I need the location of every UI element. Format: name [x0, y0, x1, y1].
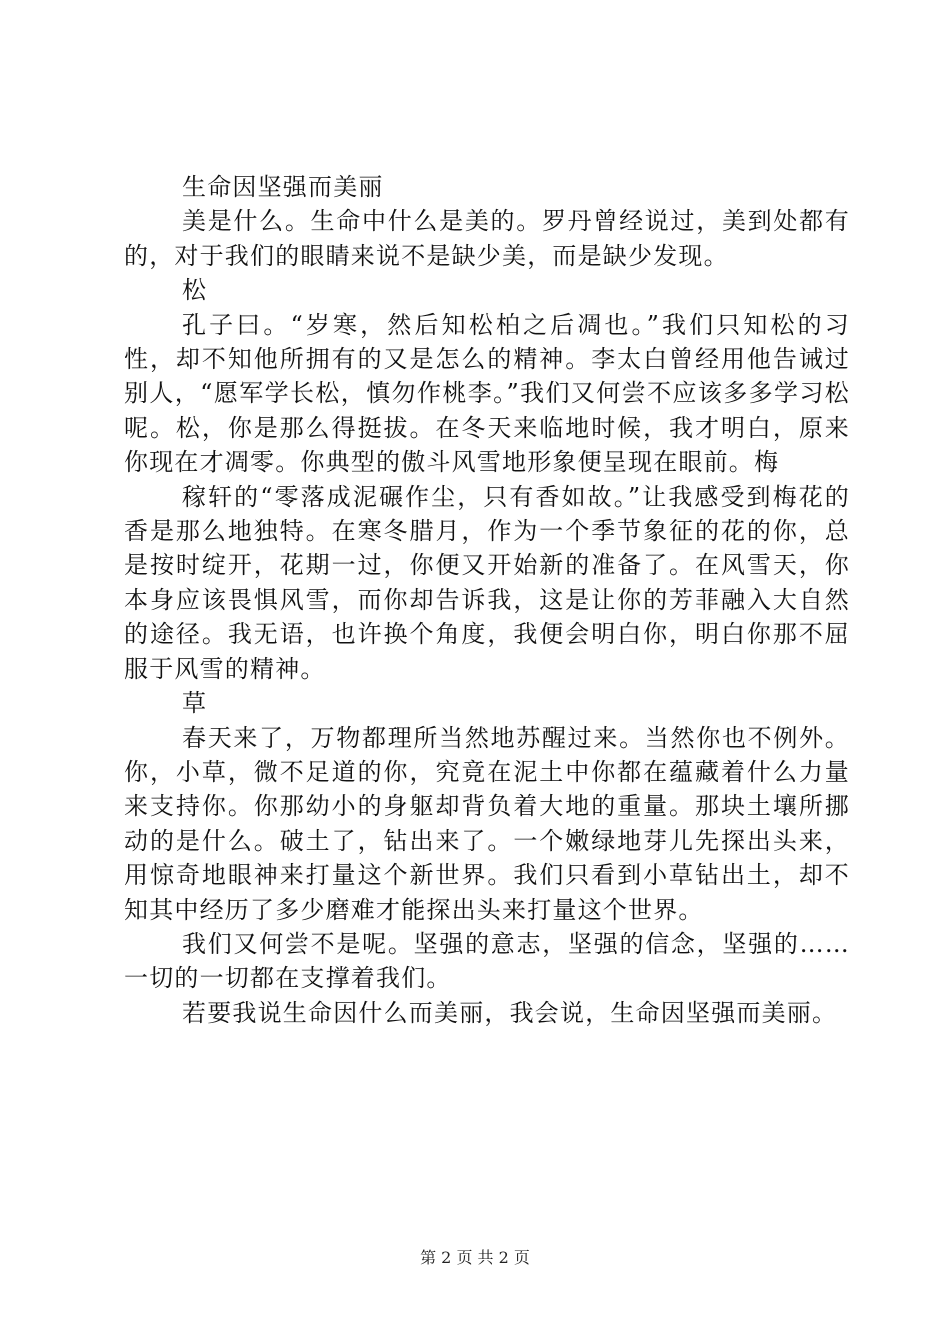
paragraph-pine: 孔子曰。“岁寒，然后知松柏之后凋也。”我们只知松的习性，却不知他所拥有的又是怎么的精神。李太白曾经用他告诫过别人，“愿军学长松，慎勿作桃李。”我们又何尝不应该多多学习松呢。松，你是那么得挺拔。在冬天来临地时候，我才明白，原来你现在才凋零。你典型的傲斗风雪地形象便呈现在眼前。梅 — [124, 310, 850, 477]
section-heading-grass: 草 — [182, 689, 208, 718]
page-number-footer: 第 2 页 共 2 页 — [420, 1248, 530, 1267]
paragraph-grass: 春天来了，万物都理所当然地苏醒过来。当然你也不例外。你，小草，微不足道的你，究竟在泥土中你都在蕴藏着什么力量来支持你。你那幼小的身躯却背负着大地的重量。那块土壤所挪动的是什么。破土了，钻出来了。一个嫩绿地芽儿先探出头来，用惊奇地眼神来打量这个新世界。我们只看到小草钻出土，却不知其中经历了多少磨难才能探出头来打量这个世界。 — [124, 723, 850, 924]
essay-title: 生命因坚强而美丽 — [182, 173, 384, 201]
paragraph-conclusion: 若要我说生命因什么而美丽，我会说，生命因坚强而美丽。 — [182, 998, 838, 1027]
paragraph-plum: 稼轩的“零落成泥碾作尘，只有香如故。”让我感受到梅花的香是那么地独特。在寒冬腊月，作为一个季节象征的花的你，总是按时绽开，花期一过，你便又开始新的准备了。在风雪天，你本身应该畏惧风雪，而你却告诉我，这是让你的芳菲融入大自然的途径。我无语，也许换个角度，我便会明白你，明白你那不屈服于风雪的精神。 — [124, 482, 850, 683]
document-body — [124, 170, 850, 1030]
section-heading-pine: 松 — [182, 276, 208, 305]
paragraph-reflection: 我们又何尝不是呢。坚强的意志，坚强的信念，坚强的……一切的一切都在支撑着我们。 — [124, 929, 850, 993]
paragraph-intro: 美是什么。生命中什么是美的。罗丹曾经说过，美到处都有的，对于我们的眼睛来说不是缺少美，而是缺少发现。 — [124, 207, 850, 270]
